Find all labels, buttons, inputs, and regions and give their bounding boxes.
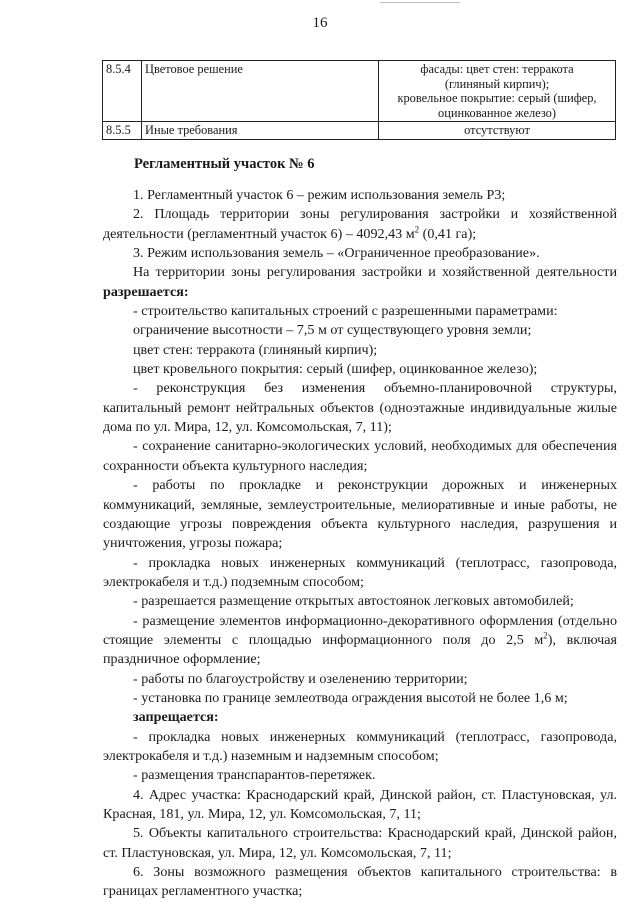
superscript: 2 <box>543 630 548 641</box>
paragraph <box>103 612 617 670</box>
table-cell-name: Иные требования <box>142 122 379 140</box>
document-body <box>103 186 617 902</box>
table-cell-value <box>379 122 616 140</box>
paragraph: 4. Адрес участка: Краснодарский край, Динской район, ст. Пластуновская, ул. Красная, 181, ул. Мира, 12, ул. Комсомольская, 7, 11; <box>103 786 617 822</box>
value-line: (глиняный кирпич); <box>444 76 550 91</box>
table-cell-num: 8.5.5 <box>103 122 142 140</box>
scan-top-rule <box>380 2 460 3</box>
paragraph: 3. Режим использования земель – «Ограниченное преобразование». <box>133 245 540 262</box>
paragraph: 5. Объекты капитального строительства: Краснодарский край, Динской район, ст. Пластуновская, ул. Мира, 12, ул. Комсомольская, 7, 11; <box>103 825 617 861</box>
value-line: кровельное покрытие: серый (шифер, <box>397 91 597 105</box>
paragraph: ограничение высотности – 7,5 м от существующего уровня земли; <box>133 322 532 339</box>
paragraph: запрещается: <box>133 709 219 726</box>
paragraph: цвет кровельного покрытия: серый (шифер, оцинкованное железо); <box>133 361 538 378</box>
section-heading: Регламентный участок № 6 <box>134 156 315 172</box>
paragraph-text: ), включая праздничное оформление; <box>103 631 617 668</box>
paragraph: - работы по благоустройству и озеленению территории; <box>133 670 468 687</box>
page-number: 16 <box>312 15 328 31</box>
paragraph-text: - размещение элементов информационно-декоративного оформления (отдельно стоящие элементы с площадью информационного поля до 2,5 м <box>103 612 617 648</box>
table-row <box>103 122 616 140</box>
requirements-table <box>102 60 616 140</box>
paragraph: 1. Регламентный участок 6 – режим использования земель Р3; <box>133 187 506 203</box>
table-cell-num: 8.5.4 <box>103 61 142 122</box>
paragraph: - установка по границе землеотвода ограждения высотой не более 1,6 м; <box>133 689 568 706</box>
paragraph: 6. Зоны возможного размещения объектов капитального строительства: в границах регламентного участка; <box>103 864 617 900</box>
paragraph-text: (0,41 га); <box>419 225 477 242</box>
paragraph: - прокладка новых инженерных коммуникаций (теплотрасс, газопровода, электрокабеля и т.д.) наземным и надземным способом; <box>103 728 617 764</box>
value-line: оцинкованное железо) <box>438 105 556 120</box>
paragraph: - реконструкция без изменения объемно-планировочной структуры, капитальный ремонт нейтральных объектов (одноэтажные индивидуальные жилые дома по ул. Мира, 12, ул. Комсомольская, 7, 11); <box>103 380 617 436</box>
value-line: отсутствуют <box>464 123 530 137</box>
paragraph: - прокладка новых инженерных коммуникаций (теплотрасс, газопровода, электрокабеля и т.д.) подземным способом; <box>103 554 617 590</box>
paragraph-text: На территории зоны регулирования застройки и хозяйственной деятельности <box>133 264 617 281</box>
superscript: 2 <box>414 224 420 234</box>
table-row <box>103 61 616 122</box>
paragraph <box>103 263 617 302</box>
paragraph: - работы по прокладке и реконструкции дорожных и инженерных коммуникаций, земляные, землеустроительные, мелиоративные и иные работы, не создающие угрозы повреждения объекта культурного наследия, разрушения и уничтожения, угрозы пожара; <box>103 477 617 552</box>
table-cell-name: Цветовое решение <box>142 61 379 122</box>
paragraph: - строительство капитальных строений с разрешенными параметрами: <box>133 303 558 320</box>
table-cell-value <box>379 61 616 122</box>
paragraph <box>103 205 617 244</box>
paragraph: - размещения транспарантов-перетяжек. <box>133 767 376 784</box>
value-line: фасады: цвет стен: терракота <box>420 62 574 76</box>
paragraph-text: 2. Площадь территории зоны регулирования застройки и хозяйственной деятельности (регламентный участок 6) – 4092,43 м <box>103 206 617 242</box>
paragraph: цвет стен: терракота (глиняный кирпич); <box>133 341 378 358</box>
paragraph: - разрешается размещение открытых автостоянок легковых автомобилей; <box>133 593 574 610</box>
paragraph: - сохранение санитарно-экологических условий, необходимых для обеспечения сохранности объекта культурного наследия; <box>103 438 617 474</box>
bold-text: разрешается: <box>103 283 189 300</box>
